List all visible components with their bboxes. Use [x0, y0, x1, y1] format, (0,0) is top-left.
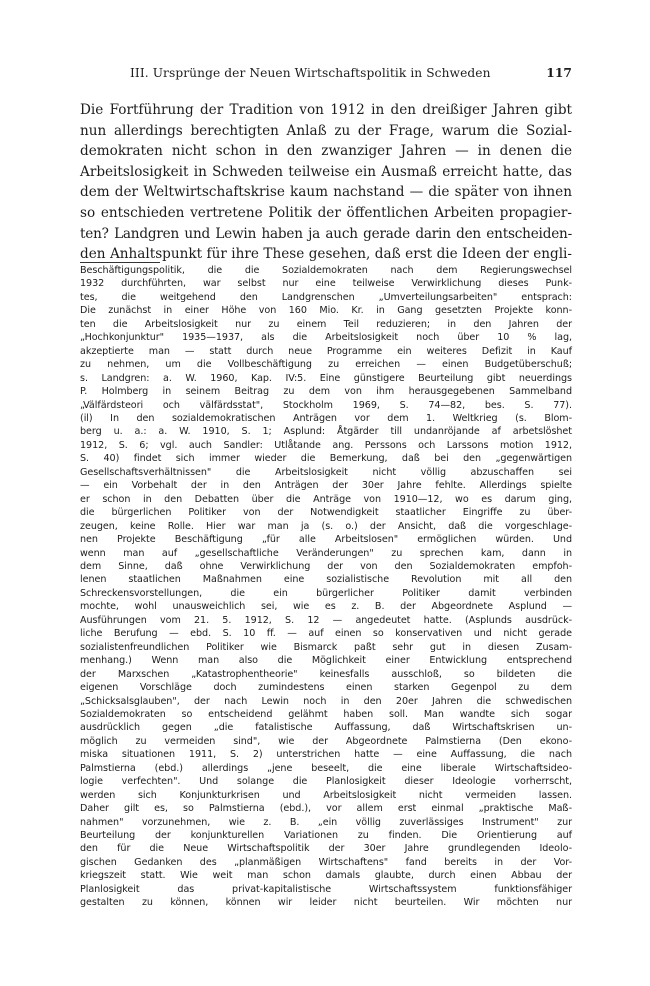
footnote-line: logie verfechten". Und solange die Planlosigkeit dieser Ideologie vorherrscht,	[80, 776, 572, 788]
page-number: 117	[546, 66, 572, 80]
footnote-line: Sozialdemokraten so entscheidend gelähmt haben soll. Man wandte sich sogar	[80, 708, 572, 720]
footnote-line: nahmen" vorzunehmen, wie z. B. „ein völlig zuverlässiges Instrument" zur	[80, 816, 572, 828]
footnote-line: berg u. a.: a. W. 1910, S. 1; Asplund: Åtgärder till undanröjande af arbetslöshet	[80, 426, 572, 438]
footnote-line: gestalten zu können, können wir leider nicht beurteilen. Wir möchten nur	[80, 897, 572, 909]
footnote-line: Die zunächst in einer Höhe von 160 Mio. Kr. in Gang gesetzten Projekte konn-	[80, 305, 572, 317]
footnote-line: 1912, S. 6; vgl. auch Sandler: Utlåtande ang. Perssons och Larssons motion 1912,	[80, 439, 572, 451]
footnote-line: den für die Neue Wirtschaftspolitik der 30er Jahre grundlegenden Ideolo-	[80, 843, 572, 855]
footnote-line: zu nehmen, um die Vollbeschäftigung zu erreichen — einen Budgetüberschuß;	[80, 359, 572, 371]
footnote-line: kriegszeit statt. Wie weit man schon damals glaubte, durch einen Abbau der	[80, 870, 572, 882]
text-line: nun allerdings berechtigten Anlaß zu der Frage, warum die Sozial-	[80, 122, 572, 139]
footnotes	[80, 264, 572, 910]
footnote-line: wenn man auf „gesellschaftliche Veränderungen" zu sprechen kam, dann in	[80, 547, 572, 559]
footnote-line: eigenen Vorschläge doch zumindestens einen starken Gegenpol zu dem	[80, 682, 572, 694]
footnote-line: 1932 durchführten, war selbst nur eine teilweise Verwirklichung dieses Punk-	[80, 278, 572, 290]
footnote-line: „Hochkonjunktur" 1935—1937, als die Arbeitslosigkeit noch über 10 % lag,	[80, 332, 572, 344]
footnote-line: zeugen, keine Rolle. Hier war man ja (s. o.) der Ansicht, daß die vorgeschlage-	[80, 520, 572, 532]
footnote-line: ten die Arbeitslosigkeit nur zu einem Teil reduzieren; in den Jahren der	[80, 318, 572, 330]
footnote-line: sozialistenfreundlichen Politiker wie Bismarck paßt sehr gut in diesen Zusam-	[80, 641, 572, 653]
running-header	[80, 66, 572, 84]
footnote-line: — ein Vorbehalt der in den Anträgen der 30er Jahre fehlte. Allerdings spielte	[80, 480, 572, 492]
footnote-line: s. Landgren: a. W. 1960, Kap. IV:5. Eine günstigere Beurteilung gibt neuerdings	[80, 372, 572, 384]
text-line: dem der Weltwirtschaftskrise kaum nachstand — die später von ihnen	[80, 184, 572, 201]
footnote-line: die bürgerlichen Politiker von der Notwendigkeit staatlicher Eingriffe zu über-	[80, 507, 572, 519]
footnote-line: S. 40) findet sich immer wieder die Bemerkung, daß bei den „gegenwärtigen	[80, 453, 572, 465]
footnote-line: werden sich Konjunkturkrisen und Arbeitslosigkeit nicht vermeiden lassen.	[80, 789, 572, 801]
text-line: Die Fortführung der Tradition von 1912 in den dreißiger Jahren gibt	[80, 102, 572, 118]
footnote-line: dem Sinne, daß ohne Verwirklichung der von den Sozialdemokraten empfoh-	[80, 560, 572, 572]
footnote-line: gischen Gedanken des „planmäßigen Wirtschaftens" fand bereits in der Vor-	[80, 856, 572, 868]
footnote-line: tes, die weitgehend den Landgrenschen „Umverteilungsarbeiten" entsprach:	[80, 291, 572, 303]
running-title: III. Ursprünge der Neuen Wirtschaftspolitik in Schweden	[130, 66, 491, 80]
footnote-line: Planlosigkeit das privat-kapitalistische Wirtschaftssystem funktionsfähiger	[80, 883, 572, 895]
footnote-line: Gesellschaftsverhältnissen" die Arbeitslosigkeit nicht völlig abzuschaffen sei	[80, 466, 572, 478]
footnote-line: der Marxschen „Katastrophentheorie" keinesfalls ausschloß, so bildeten die	[80, 668, 572, 680]
footnote-line: nen Projekte Beschäftigung „für alle Arbeitslosen" ermöglichen würden. Und	[80, 534, 572, 546]
footnote-line: Schreckensvorstellungen, die ein bürgerlicher Politiker damit verbinden	[80, 587, 572, 599]
text-line: so entschieden vertretene Politik der öffentlichen Arbeiten propagier-	[80, 204, 572, 221]
footnote-line: Daher gilt es, so Palmstierna (ebd.), vor allem erst einmal „praktische Maß-	[80, 803, 572, 815]
footnote-line: (il) In den sozialdemokratischen Anträgen vor dem 1. Weltkrieg (s. Blom-	[80, 412, 572, 424]
text-line: ten? Landgren und Lewin haben ja auch gerade darin den entscheiden-	[80, 225, 572, 242]
text-line: demokraten nicht schon in den zwanziger Jahren — in denen die	[80, 143, 572, 160]
footnote-line: Palmstierna (ebd.) allerdings „jene beseelt, die eine liberale Wirtschaftsideo-	[80, 762, 572, 774]
footnote-line: ausdrücklich gegen „die fatalistische Auffassung, daß Wirtschaftskrisen un-	[80, 722, 572, 734]
footnote-line: liche Berufung — ebd. S. 10 ff. — auf einen so konservativen und nicht gerade	[80, 628, 572, 640]
footnote-line: akzeptierte man — statt durch neue Programme ein weiteres Defizit in Kauf	[80, 345, 572, 357]
footnote-separator	[80, 262, 160, 263]
footnote-line: Ausführungen vom 21. 5. 1912, S. 12 — angedeutet hatte. (Asplunds ausdrück-	[80, 614, 572, 626]
footnote-line: miska situationen 1911, S. 2) unterstrichen hatte — eine Auffassung, die nach	[80, 749, 572, 761]
footnote-line: „Schicksalsglauben", der nach Lewin noch in den 20er Jahren die schwedischen	[80, 695, 572, 707]
footnote-line: möglich zu vermeiden sind", wie der Abgeordnete Palmstierna (Den ekono-	[80, 735, 572, 747]
footnote-line: er schon in den Debatten über die Anträge von 1910—12, wo es darum ging,	[80, 493, 572, 505]
main-text	[80, 100, 572, 265]
footnote-line: mochte, wohl unausweichlich sei, wie es z. B. der Abgeordnete Asplund —	[80, 601, 572, 613]
footnote-line: „Välfärdsteori och välfärdsstat", Stockholm 1969, S. 74—82, bes. S. 77).	[80, 399, 572, 411]
footnote-line: Beschäftigungspolitik, die die Sozialdemokraten nach dem Regierungswechsel	[80, 265, 572, 276]
footnote-line: P. Holmberg in seinem Beitrag zu dem von ihm herausgegebenen Sammelband	[80, 386, 572, 398]
footnote-line: Beurteilung der konjunkturellen Variationen zu finden. Die Orientierung auf	[80, 830, 572, 842]
footnote-line: lenen staatlichen Maßnahmen eine sozialistische Revolution mit all den	[80, 574, 572, 586]
text-line: Arbeitslosigkeit in Schweden teilweise ein Ausmaß erreicht hatte, das	[80, 163, 572, 180]
footnote-line: menhang.) Wenn man also die Möglichkeit einer Entwicklung entsprechend	[80, 655, 572, 667]
text-line: den Anhaltspunkt für ihre These gesehen, daß erst die Ideen der engli-	[80, 246, 572, 263]
